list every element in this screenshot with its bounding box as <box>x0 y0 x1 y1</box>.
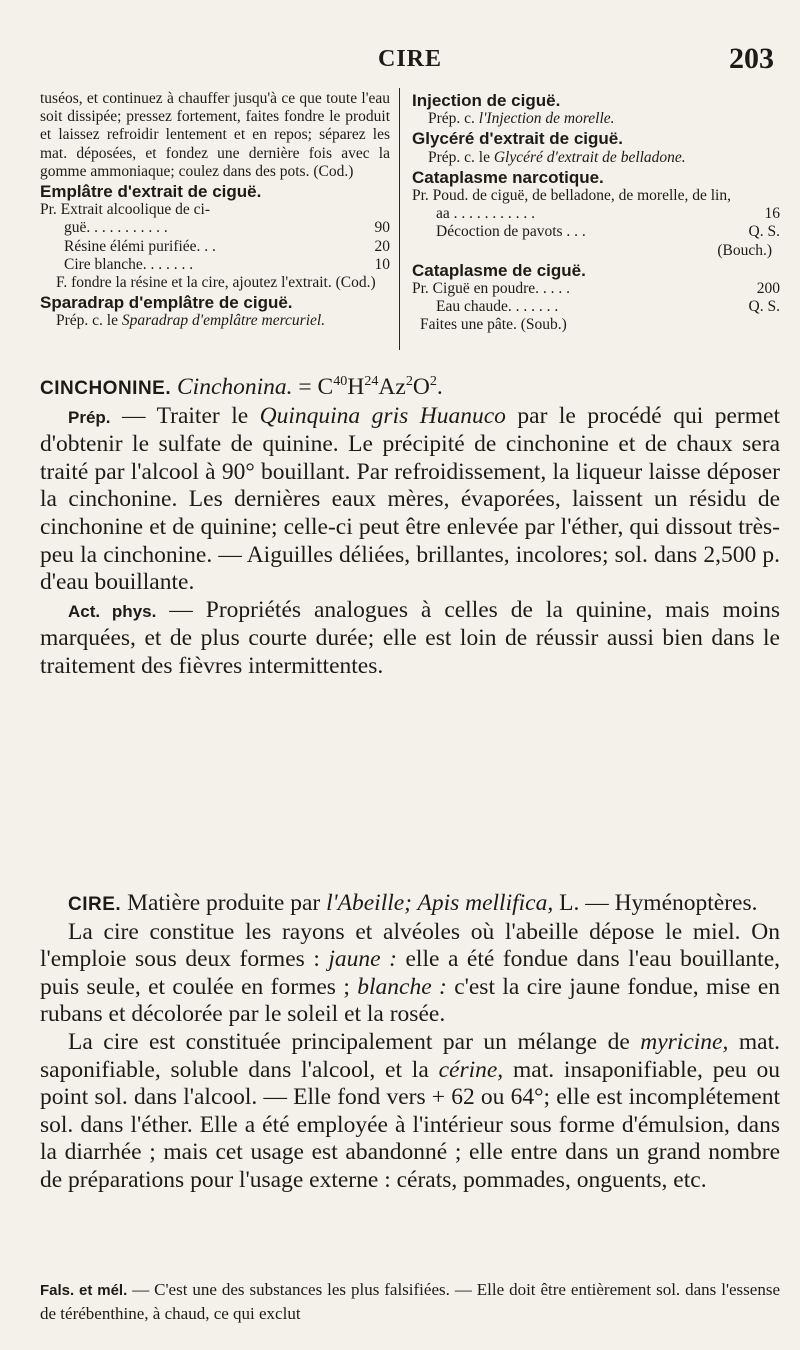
cire-intro <box>40 890 780 919</box>
fals-paragraph <box>40 1278 780 1325</box>
page-header <box>40 44 780 84</box>
fals-text: — C'est une des substances les plus falsifiées. — Elle doit être entièrement sol. dans l'essense de térébenthine, à chaud, ce qui exclut <box>40 1280 780 1323</box>
cire-intro-text: Matière produite par <box>121 890 327 916</box>
cinchonine-heading-line <box>40 374 780 403</box>
cataplasme-item <box>412 280 780 298</box>
emplatre-title: Emplâtre d'extrait de ciguë. <box>40 182 262 202</box>
fals-label: Fals. et mél. <box>40 1282 128 1299</box>
right-column <box>412 90 780 335</box>
sparadrap-title: Sparadrap d'emplâtre de ciguë. <box>40 293 293 313</box>
cire-italic: jaune : <box>328 946 397 973</box>
ingredient-qty: Q. S. <box>748 223 780 241</box>
cataplasme-cigue-note: Faites une pâte. (Soub.) <box>420 316 567 334</box>
injection-title: Injection de ciguë. <box>412 91 561 110</box>
formula-sup: 2 <box>405 373 413 390</box>
cire-text: mat. insaponifiable, peu ou point sol. dans l'alcool. — Elle fond vers + 62 ou 64°; elle est incomplétement sol. dans l'éther. Elle a été employée à l'intérieur sous forme d'émulsion, dans la diarrhée ; mais cet usage est abandonné ; elle entre dans un grand nombre de préparations pour l'usage externe : cérats, pommades, onguents, etc. <box>40 1056 780 1193</box>
ingredient-qty: 90 <box>374 219 390 237</box>
cire-italic: blanche : <box>357 973 447 1000</box>
cire-italic: myricine, <box>640 1028 729 1055</box>
prep-text: par le procédé qui permet d'obtenir le sulfate de quinine. Le précipité de cinchonine et de chaux sera traité par l'alcool à 90° bouillant. Par refroidissement, la liqueur laisse déposer la cinchonine. Les dernières eaux mères, évaporées, laissent un résidu de cinchonine et de quinine; celle-ci peut être enlevée par l'éther, qui dissout très-peu la cinchonine. — Aiguilles déliées, brillantes, incolores; sol. dans 2,500 p. d'eau bouillante. <box>40 402 780 596</box>
glycere-prep-text: Prép. c. le <box>428 148 494 166</box>
formula-sup: 40 <box>333 373 348 390</box>
sparadrap-prep-text: Prép. c. le <box>56 312 122 330</box>
cire-text: La cire est constituée principalement par un mélange de <box>68 1028 641 1055</box>
formula-sup: 2 <box>429 373 437 390</box>
ingredient-name: guë. . . . . . . . . . . <box>64 219 168 237</box>
ingredient-qty: Q. S. <box>748 298 780 316</box>
emplatre-note: F. fondre la résine et la cire, ajoutez l'extrait. (Cod.) <box>56 274 376 292</box>
cataplasme-item <box>412 298 780 316</box>
cinchonine-entry <box>40 374 780 681</box>
entry-head: CIRE. <box>68 894 122 915</box>
cataplasme-ref: (Bouch.) <box>717 241 772 259</box>
ingredient-qty: 10 <box>374 255 390 273</box>
glycere-prep <box>412 149 780 167</box>
ingredient-qty: 20 <box>374 237 390 255</box>
act-label: Act. phys. <box>68 601 157 621</box>
cataplasme-narcotique-title: Cataplasme narcotique. <box>412 167 604 187</box>
running-title: CIRE <box>377 46 442 72</box>
column-divider <box>399 88 400 350</box>
emplatre-item <box>40 256 390 274</box>
chemical-formula <box>298 374 442 400</box>
sparadrap-prep <box>40 312 390 330</box>
cinchonine-action <box>40 597 780 681</box>
glycere-prep-ref: Glycéré d'extrait de belladone. <box>493 148 686 166</box>
prep-label: Prép. <box>68 407 111 427</box>
formula-sup: 24 <box>364 373 379 390</box>
emplatre-pr: Pr. Extrait alcoolique de ci- <box>40 201 211 219</box>
page-number: 203 <box>729 42 774 75</box>
left-column <box>40 90 390 331</box>
cire-paragraph-1 <box>40 919 780 1029</box>
ingredient-name: Cire blanche. . . . . . . <box>64 255 194 273</box>
cataplasme-item <box>412 223 780 241</box>
prep-italic: Quinquina gris Huanuco <box>259 402 506 429</box>
entry-latin: Cinchonina. <box>177 374 293 400</box>
ingredient-name: Résine élémi purifiée. . . <box>64 237 216 255</box>
cataplasme-narcotique-pr: Pr. Poud. de ciguë, de belladone, de morelle, de lin, <box>412 187 731 205</box>
injection-prep-ref: l'Injection de morelle. <box>478 110 615 128</box>
falsification-note <box>40 1278 780 1325</box>
injection-prep-text: Prép. c. <box>428 110 479 128</box>
entry-head: CINCHONINE. <box>40 378 172 399</box>
cire-italic: cérine, <box>438 1056 504 1083</box>
cire-text: c'est la cire jaune fondue, mise en rubans et décolorée par le soleil et la rosée. <box>40 973 780 1028</box>
ingredient-qty: 16 <box>764 205 780 223</box>
emplatre-item <box>40 238 390 256</box>
glycere-title: Glycéré d'extrait de ciguë. <box>412 129 623 149</box>
formula-element: Az <box>378 374 406 400</box>
sparadrap-prep-ref: Sparadrap d'emplâtre mercuriel. <box>121 312 326 330</box>
cire-text: elle a été fondue dans l'eau bouillante, puis seule, et coulée en formes ; <box>40 946 780 1000</box>
formula-prefix: = C <box>298 374 334 400</box>
cire-text: mat. saponifiable, soluble dans l'alcool, et la <box>40 1028 780 1083</box>
ingredient-name: Eau chaude. . . . . . . <box>436 298 559 316</box>
cire-text: La cire constitue les rayons et alvéoles où l'abeille dépose le miel. On l'emploie sous deux formes : <box>40 918 780 973</box>
cataplasme-cigue-title: Cataplasme de ciguë. <box>412 260 586 280</box>
ingredient-name: Décoction de pavots . . . <box>436 223 586 241</box>
cataplasme-item <box>412 205 780 223</box>
formula-end: . <box>436 374 443 400</box>
prep-text: — Traiter le <box>110 402 260 429</box>
cinchonine-prep <box>40 403 780 597</box>
emplatre-item <box>40 219 390 237</box>
left-intro-paragraph: tuséos, et continuez à chauffer jusqu'à ce que toute l'eau soit dissipée; pressez fortement, faites fondre le produit et laissez refroidir lentement et en repos; séparez les mat. déposées, et fondez une dernière fois avec la gomme ammoniaque; coulez dans des pots. (Cod.) <box>40 90 390 180</box>
cire-intro-italic: l'Abeille; Apis mellifica, <box>326 890 554 916</box>
formula-element: H <box>347 374 365 400</box>
cire-intro-text: L. — Hyménoptères. <box>553 890 758 916</box>
injection-prep <box>412 110 780 128</box>
ingredient-name: Pr. Ciguë en poudre. . . . . <box>412 280 570 298</box>
cire-entry <box>40 890 780 1195</box>
ingredient-qty: 200 <box>756 280 780 298</box>
cire-paragraph-2 <box>40 1029 780 1195</box>
ingredient-name: aa . . . . . . . . . . . <box>436 205 536 223</box>
formula-element: O <box>412 374 430 400</box>
act-text: — Propriétés analogues à celles de la quinine, mais moins marquées, et de plus courte durée; elle est loin de réussir aussi bien dans le traitement des fièvres intermittentes. <box>40 596 780 679</box>
